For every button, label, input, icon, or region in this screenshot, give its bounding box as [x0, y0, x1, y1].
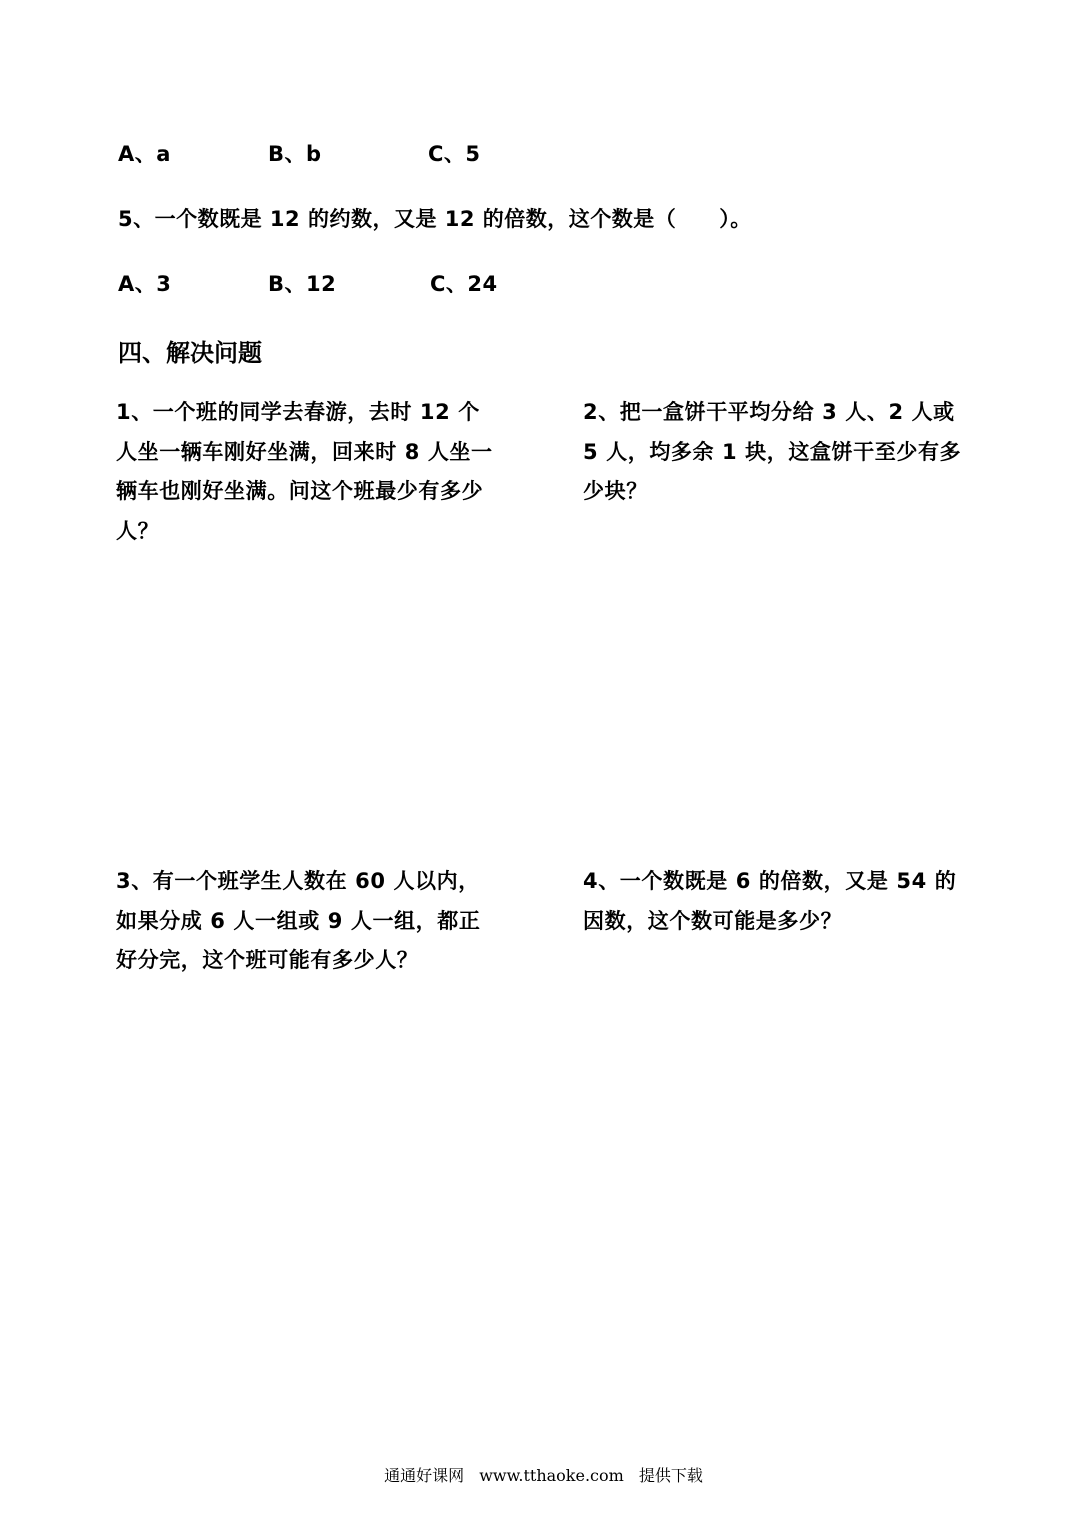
question-5-option-b: B、12: [268, 272, 337, 296]
problem-2: 2、把一盒饼干平均分给 3 人、2 人或 5 人，均多余 1 块，这盒饼干至少有多少块？: [583, 400, 962, 503]
option-c: C、5: [428, 142, 481, 166]
page-footer: [0, 1463, 1087, 1486]
question-5-option-a: A、3: [118, 272, 172, 296]
option-a: A、a: [118, 142, 171, 166]
problem-1: 1、一个班的同学去春游，去时 12 个人坐一辆车刚好坐满，回来时 8 人坐一辆车也刚好坐满。问这个班最少有多少人？: [116, 400, 493, 543]
footer-url[interactable]: www.tthaoke.com: [479, 1466, 624, 1485]
section-title: 四、解决问题: [118, 339, 262, 367]
problem-3: 3、有一个班学生人数在 60 人以内，如果分成 6 人一组或 9 人一组，都正好分完，这个班可能有多少人？: [116, 869, 481, 972]
question-5-option-c: C、24: [430, 272, 498, 296]
option-b: B、b: [268, 142, 322, 166]
footer-note: 提供下载: [638, 1466, 703, 1485]
question-5-stem: 5、一个数既是 12 的约数，又是 12 的倍数，这个数是（ ）。: [118, 207, 752, 231]
footer-site: 通通好课网: [384, 1466, 465, 1485]
problem-4: 4、一个数既是 6 的倍数，又是 54 的因数，这个数可能是多少？: [583, 869, 957, 933]
